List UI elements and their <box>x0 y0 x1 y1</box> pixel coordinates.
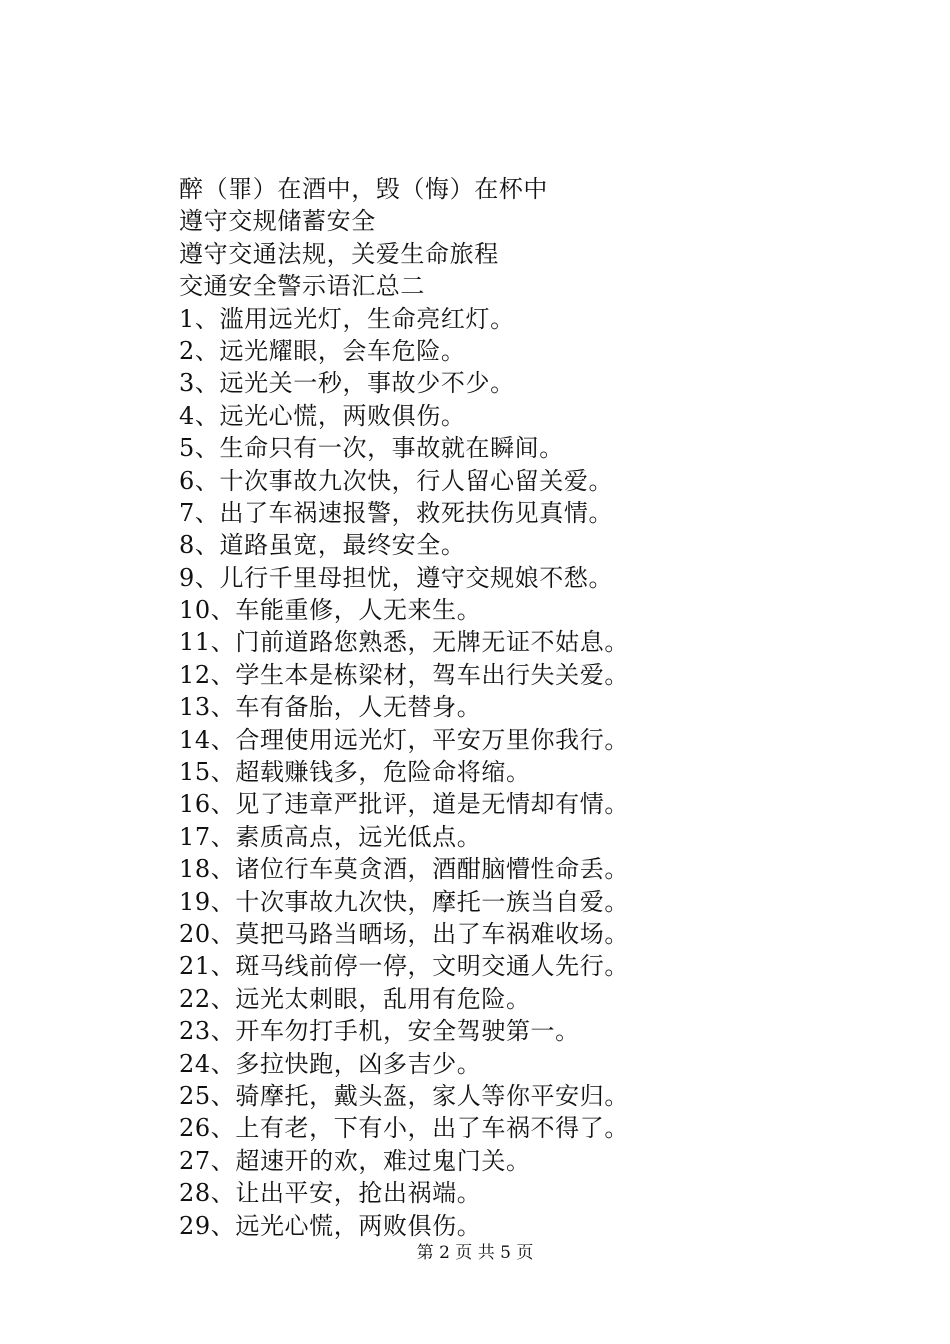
list-item: 15、超载赚钱多，危险命将缩。 <box>179 758 531 787</box>
list-item: 18、诸位行车莫贪酒，酒酣脑懵性命丢。 <box>179 855 629 884</box>
list-item: 22、远光太刺眼，乱用有危险。 <box>179 984 531 1013</box>
list-item: 10、车能重修，人无来生。 <box>179 596 482 625</box>
list-item: 3、远光关一秒，事故少不少。 <box>179 369 515 398</box>
list-item: 24、多拉快跑，凶多吉少。 <box>179 1049 482 1078</box>
list-item: 12、学生本是栋梁材，驾车出行失关爱。 <box>179 660 629 689</box>
list-item: 19、十次事故九次快，摩托一族当自爱。 <box>179 887 629 916</box>
list-item: 4、远光心慌，两败俱伤。 <box>179 401 466 430</box>
section-heading: 交通安全警示语汇总二 <box>179 272 425 301</box>
list-item: 26、上有老，下有小，出了车祸不得了。 <box>179 1114 629 1143</box>
page-footer: 第 2 页 共 5 页 <box>416 1243 534 1263</box>
list-item: 17、素质高点，远光低点。 <box>179 822 482 851</box>
list-item: 6、十次事故九次快，行人留心留关爱。 <box>179 466 614 495</box>
list-item: 13、车有备胎，人无替身。 <box>179 693 482 722</box>
list-item: 1、滥用远光灯，生命亮红灯。 <box>179 304 515 333</box>
list-item: 9、儿行千里母担忧，遵守交规娘不愁。 <box>179 563 614 592</box>
list-item: 14、合理使用远光灯，平安万里你我行。 <box>179 725 629 754</box>
list-item: 11、门前道路您熟悉，无牌无证不姑息。 <box>179 628 629 657</box>
list-item: 7、出了车祸速报警，救死扶伤见真情。 <box>179 498 614 527</box>
list-item: 29、远光心慌，两败俱伤。 <box>179 1211 482 1240</box>
list-item: 20、莫把马路当晒场，出了车祸难收场。 <box>179 919 629 948</box>
list-item: 23、开车勿打手机，安全驾驶第一。 <box>179 1017 580 1046</box>
list-item: 27、超速开的欢，难过鬼门关。 <box>179 1146 531 1175</box>
list-item: 16、见了违章严批评，道是无情却有情。 <box>179 790 629 819</box>
list-item: 21、斑马线前停一停，文明交通人先行。 <box>179 952 629 981</box>
text-line: 遵守交规储蓄安全 <box>179 207 376 236</box>
list-item: 28、让出平安，抢出祸端。 <box>179 1179 482 1208</box>
text-line: 醉（罪）在酒中，毁（悔）在杯中 <box>179 175 548 203</box>
list-item: 5、生命只有一次，事故就在瞬间。 <box>179 434 564 463</box>
list-item: 8、道路虽宽，最终安全。 <box>179 531 466 560</box>
list-item: 2、远光耀眼，会车危险。 <box>179 336 466 365</box>
document-body <box>179 173 819 1242</box>
list-item: 25、骑摩托，戴头盔，家人等你平安归。 <box>179 1081 629 1110</box>
text-line: 遵守交通法规，关爱生命旅程 <box>179 239 499 268</box>
